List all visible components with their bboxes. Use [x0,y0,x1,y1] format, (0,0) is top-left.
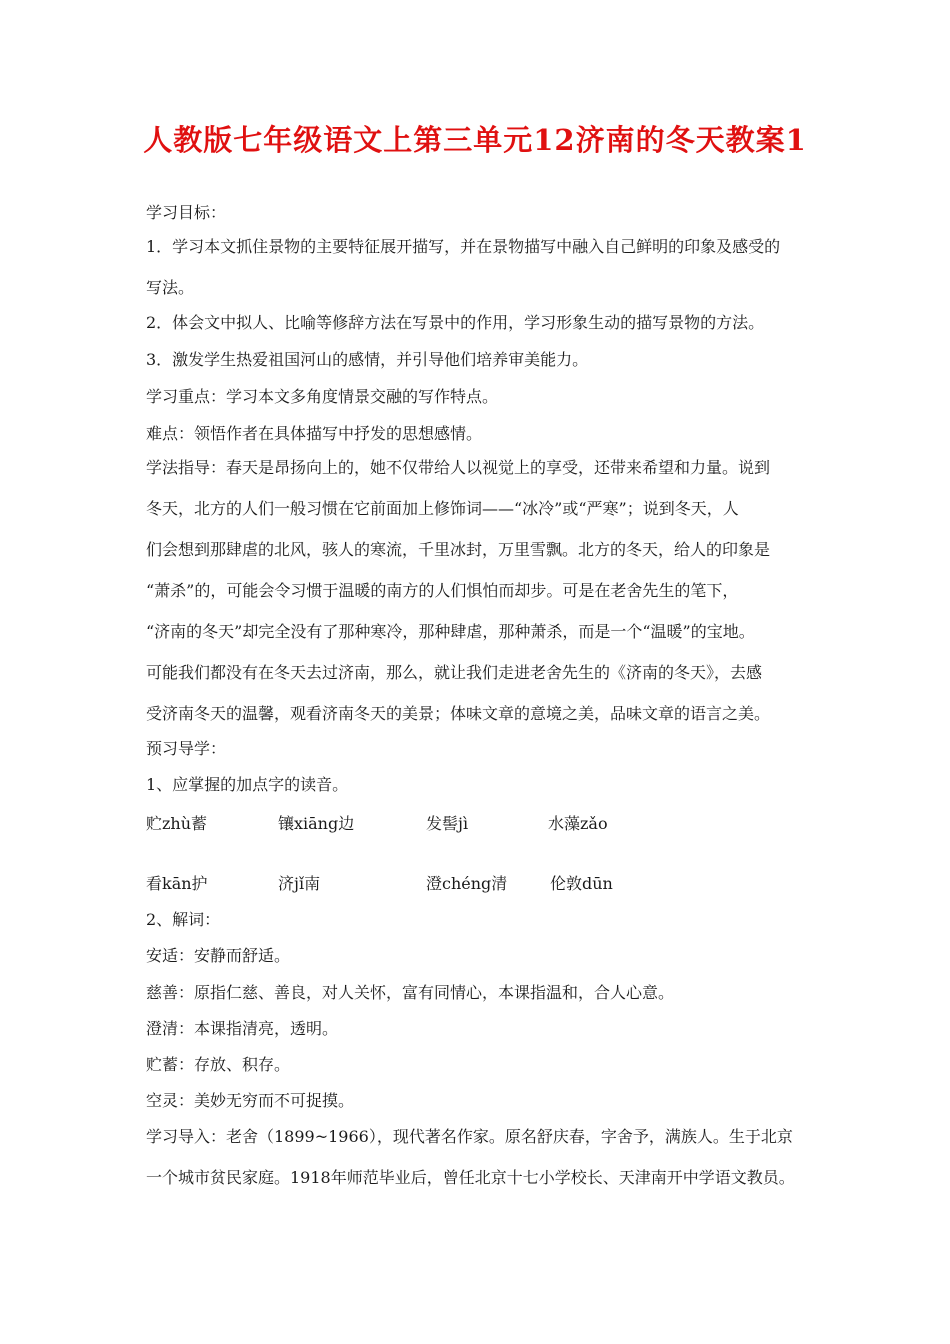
text-line: 1．学习本文抓住景物的主要特征展开描写，并在景物描写中融入自己鲜明的印象及感受的 [146,237,781,256]
text-line: 学法指导：春天是昂扬向上的，她不仅带给人以视觉上的享受，还带来希望和力量。说到 [146,458,771,477]
text-line: 贮蓄：存放、积存。 [146,1055,291,1074]
pinyin-item: 济jǐ南 [278,874,321,893]
pinyin-item: 看kān护 [146,874,208,893]
text-line: 1、应掌握的加点字的读音。 [146,775,349,794]
text-line: 写法。 [146,278,195,297]
pinyin-item: 澄chéng清 [426,874,508,893]
pinyin-item: 贮zhù蓄 [146,814,208,833]
pinyin-item: 镶xiāng边 [278,814,355,833]
text-line: “济南的冬天”却完全没有了那种寒冷，那种肆虐，那种萧杀，而是一个“温暖”的宝地。 [146,622,755,641]
text-line: 冬天，北方的人们一般习惯在它前面加上修饰词——“冰冷”或“严寒”；说到冬天，人 [146,499,739,518]
pinyin-item: 发髻jì [426,814,469,833]
text-line: 预习导学： [146,739,227,758]
pinyin-item: 水藻zǎo [548,814,608,833]
text-line: 3．激发学生热爱祖国河山的感情，并引导他们培养审美能力。 [146,350,589,369]
text-line: 安适：安静而舒适。 [146,946,291,965]
text-line: 难点：领悟作者在具体描写中抒发的思想感情。 [146,424,483,443]
text-line: 澄清：本课指清亮，透明。 [146,1019,339,1038]
text-line: 学习目标： [146,203,227,222]
text-line: 学习导入：老舍（1899~1966），现代著名作家。原名舒庆春，字舍予，满族人。生于北京 [146,1127,793,1146]
text-line: “萧杀”的，可能会令习惯于温暖的南方的人们惧怕而却步。可是在老舍先生的笔下， [146,581,739,600]
text-line: 2、解词： [146,910,221,929]
text-line: 可能我们都没有在冬天去过济南，那么，就让我们走进老舍先生的《济南的冬天》，去感 [146,663,763,682]
text-line: 2．体会文中拟人、比喻等修辞方法在写景中的作用，学习形象生动的描写景物的方法。 [146,313,765,332]
text-line: 一个城市贫民家庭。1918年师范毕业后，曾任北京十七小学校长、天津南开中学语文教员。 [146,1168,795,1187]
text-line: 学习重点：学习本文多角度情景交融的写作特点。 [146,387,499,406]
document-title: 人教版七年级语文上第三单元12济南的冬天教案1 [143,123,807,157]
text-line: 空灵：美妙无穷而不可捉摸。 [146,1091,355,1110]
text-line: 受济南冬天的温馨，观看济南冬天的美景；体味文章的意境之美，品味文章的语言之美。 [146,704,771,723]
text-line: 们会想到那肆虐的北风，骇人的寒流，千里冰封，万里雪飘。北方的冬天，给人的印象是 [146,540,771,559]
pinyin-item: 伦敦dūn [550,874,613,893]
text-line: 慈善：原指仁慈、善良，对人关怀，富有同情心，本课指温和，合人心意。 [146,983,675,1002]
